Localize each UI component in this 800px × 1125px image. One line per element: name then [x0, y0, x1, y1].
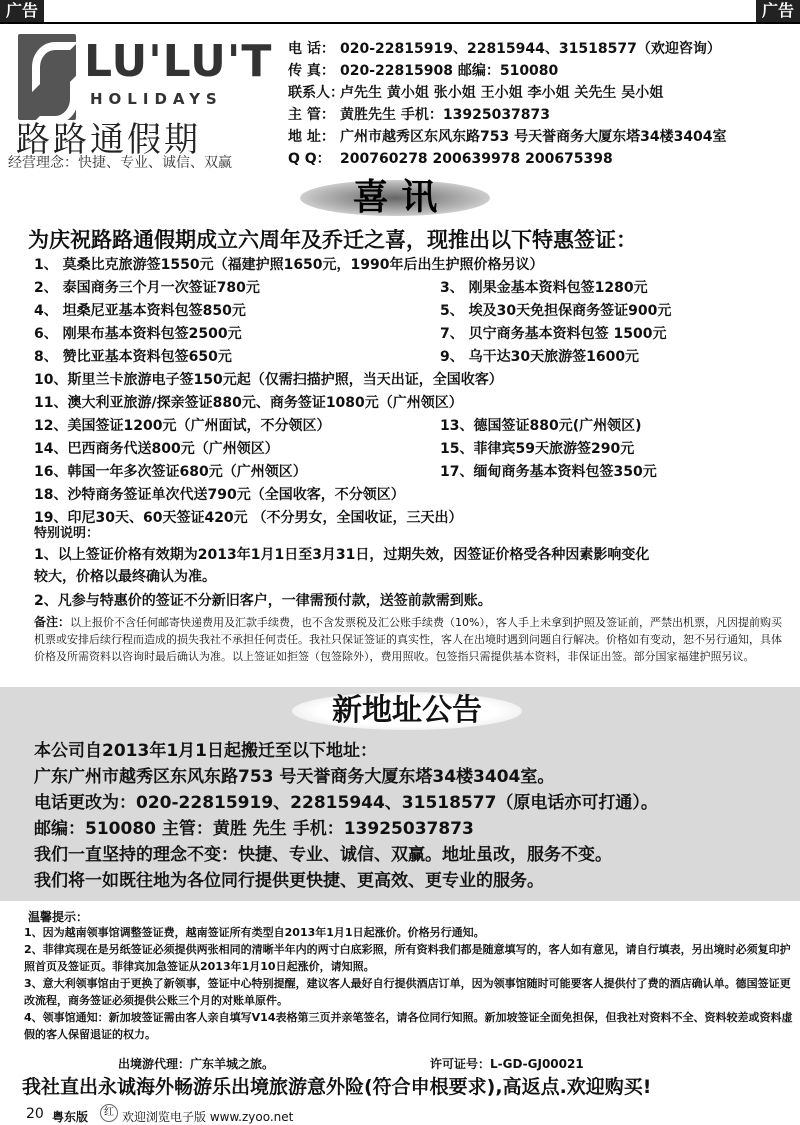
logo-slogan: 经营理念：快捷、专业、诚信、双赢 [8, 155, 232, 171]
promo-headline: 为庆祝路路通假期成立六周年及乔迁之喜，现推出以下特惠签证： [28, 228, 637, 252]
logo-s-icon [18, 34, 76, 120]
visa-item: 9、 乌干达30天旅游签1600元 [440, 349, 640, 365]
page-footer [0, 1102, 800, 1125]
address-line: 我们将一如既往地为各位同行提供更快捷、更高效、更专业的服务。 [34, 871, 544, 891]
tips-list [24, 924, 794, 1043]
top-divider [0, 22, 800, 24]
outbound-agent: 出境游代理：广东羊城之旅。 [118, 1057, 275, 1071]
tip-item: 4、领事馆通知：新加坡签证需由客人亲自填写V14表格第三页并亲笔签名，请各位同行知照。新加坡签证全面免担保，但我社对资料不全、资料较差或资料虚假的客人保留退证的权力。 [24, 1011, 793, 1041]
tips-title: 温馨提示： [28, 910, 89, 924]
visa-item: 2、 泰国商务三个月一次签证780元 [34, 280, 260, 296]
license-number: 许可证号：L-GD-GJ00021 [430, 1057, 584, 1071]
contact-phone: 电 话： 020-22815919、22815944、31518577（欢迎咨询） [288, 41, 721, 57]
remark-text: 以上报价不含任何邮寄快递费用及汇款手续费，也不含发票税及汇公账手续费（10%），客人手上未拿到护照及签证前，严禁出机票，凡因提前购买机票或安排后续行程而造成的损失我社不承担任何责任。我社只保证签证的真实性，客人在出境时遇到问题自行解决。价格如有变动，恕不另行通知，具体价格及所需资料以咨询时最后确认为准。以上签证如拒签（包签除外），费用照收。包签指只需提供基本资料，非保证出签。部分国家福建护照另议。 [34, 616, 782, 663]
remark-label: 备注： [34, 615, 71, 629]
special-note-1: 1、以上签证价格有效期为2013年1月1日至3月31日，过期失效，因签证价格受各种因素影响变化 较大，价格以最终确认为准。 [34, 547, 650, 585]
contact-persons: 联系人：卢先生 黄小姐 张小姐 王小姐 李小姐 关先生 吴小姐 [288, 85, 664, 101]
visa-item: 16、韩国一年多次签证680元（广州领区） [34, 464, 307, 480]
visa-item: 1、 莫桑比克旅游签1550元（福建护照1650元，1990年后出生护照价格另议） [34, 257, 544, 273]
address-line: 本公司自2013年1月1日起搬迁至以下地址： [34, 741, 377, 761]
tip-item: 1、因为越南领事馆调整签证费，越南签证所有类型自2013年1月1日起涨价。价格另行通知。 [24, 926, 485, 939]
address-line: 电话更改为：020-22815919、22815944、31518577（原电话亦可打通）。 [34, 793, 658, 813]
contact-qq: Q Q： 200760278 200639978 200675398 [288, 151, 613, 167]
special-note-2: 2、凡参与特惠价的签证不分新旧客户，一律需预付款，送签前款需到账。 [34, 593, 492, 609]
website-link[interactable]: 欢迎浏览电子版 www.zyoo.net [122, 1110, 294, 1124]
visa-item: 18、沙特商务签证单次代送790元（全国收客，不分领区） [34, 487, 405, 503]
logo-subtitle: HOLIDAYS [90, 90, 223, 108]
company-logo [8, 34, 280, 174]
visa-item: 12、美国签证1200元（广州面试，不分领区） [34, 418, 331, 434]
insurance-slogan: 我社直出永诚海外畅游乐出境旅游意外险(符合申根要求),高返点.欢迎购买! [22, 1076, 652, 1098]
special-notes-title: 特别说明： [34, 526, 100, 541]
visa-item: 7、 贝宁商务基本资料包签 1500元 [440, 326, 667, 342]
edition-badge-icon: 红 [100, 1104, 118, 1122]
visa-item: 13、德国签证880元(广州领区) [440, 418, 642, 434]
contact-fax: 传 真： 020-22815908 邮编：510080 [288, 63, 559, 79]
edition-label: 粤东版 [52, 1110, 89, 1124]
visa-item: 4、 坦桑尼亚基本资料包签850元 [34, 303, 246, 319]
visa-item: 6、 刚果布基本资料包签2500元 [34, 326, 242, 342]
visa-item: 8、 赞比亚基本资料包签650元 [34, 349, 232, 365]
tip-item: 3、意大利领事馆由于更换了新领事，签证中心特别提醒，建议客人最好自行提供酒店订单，因为领事馆随时可能要客人提供付了费的酒店确认单。德国签证更改流程，商务签证必须提供公账三个月的对账单原件。 [24, 977, 791, 1007]
banner-title: 喜 讯 [352, 177, 438, 218]
visa-item: 15、菲律宾59天旅游签290元 [440, 441, 635, 457]
contact-manager: 主 管： 黄胜先生 手机：13925037873 [288, 107, 551, 123]
contact-block [288, 38, 798, 170]
ad-label-right: 广告 [756, 0, 800, 22]
banner2-title: 新地址公告 [332, 693, 482, 728]
visa-item: 5、 埃及30天免担保商务签证900元 [440, 303, 672, 319]
page-number: 20 [26, 1106, 44, 1122]
visa-item: 10、斯里兰卡旅游电子签150元起（仅需扫描护照，当天出证，全国收客） [34, 372, 503, 388]
visa-item: 3、 刚果金基本资料包签1280元 [440, 280, 648, 296]
logo-chinese-name: 路路通假期 [16, 120, 201, 160]
address-line: 邮编：510080 主管：黄胜 先生 手机：13925037873 [34, 819, 474, 839]
tip-item: 2、菲律宾现在是另纸签证必须提供两张相同的清晰半年内的两寸白底彩照，所有资料我们都是随意填写的，客人如有意见，请自行填表，另出境时必须复印护照首页及签证页。菲律宾加急签证从2013年1月10日起涨价，请知照。 [24, 943, 791, 973]
new-address-text [34, 738, 794, 894]
visa-item: 19、印尼30天、60天签证420元 （不分男女，全国收证，三天出） [34, 510, 463, 526]
logo-english-name: LU'LU'T [84, 36, 273, 87]
good-news-banner [300, 176, 490, 220]
address-line: 广东广州市越秀区东风东路753 号天誉商务大厦东塔34楼3404室。 [34, 767, 555, 787]
visa-item: 17、缅甸商务基本资料包签350元 [440, 464, 657, 480]
visa-item: 11、澳大利亚旅游/探亲签证880元、商务签证1080元（广州领区） [34, 395, 463, 411]
new-address-banner [292, 688, 522, 734]
ad-label-left: 广告 [0, 0, 44, 22]
visa-item: 14、巴西商务代送800元（广州领区） [34, 441, 279, 457]
remark-paragraph [34, 614, 784, 665]
contact-address: 地 址： 广州市越秀区东风东路753 号天誉商务大厦东塔34楼3404室 [288, 129, 727, 145]
address-line: 我们一直坚持的理念不变：快捷、专业、诚信、双赢。地址虽改，服务不变。 [34, 845, 612, 865]
